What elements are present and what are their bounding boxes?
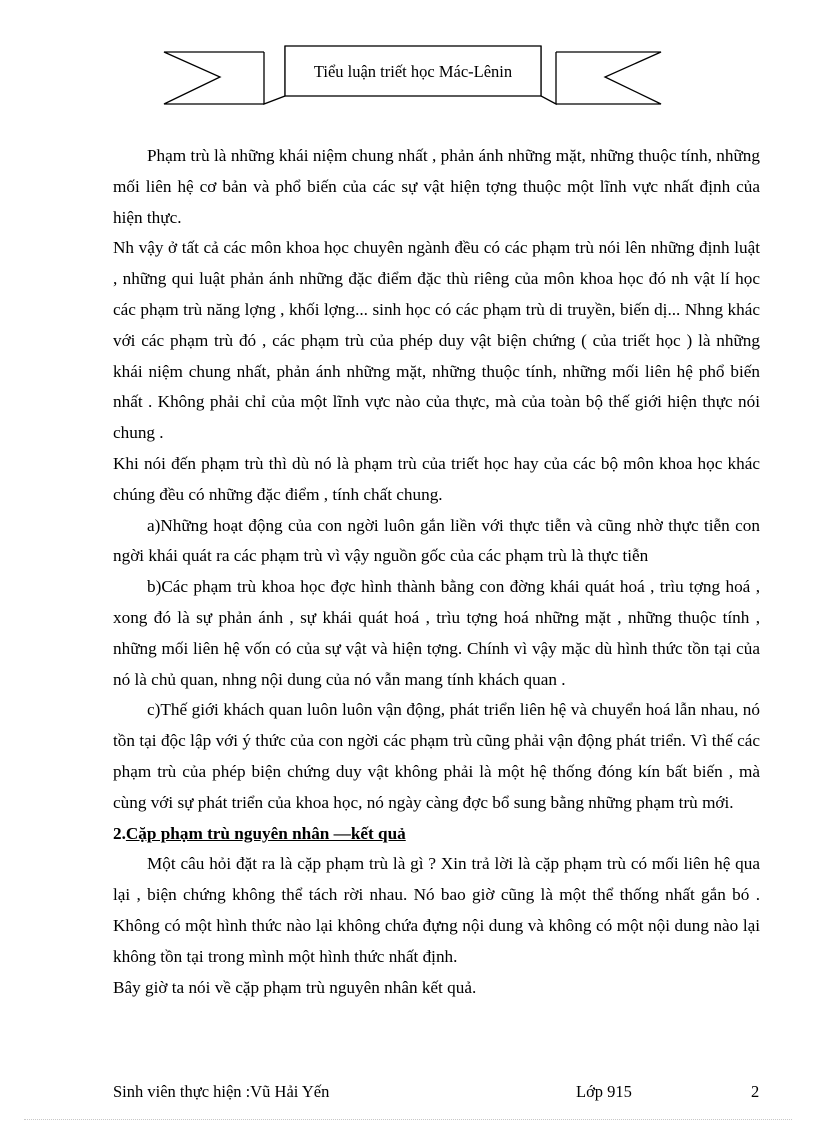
paragraph-sciences: Nh vậy ở tất cả các môn khoa học chuyên ngành đều có các phạm trù nói lên những định luật , những qui luật phản ánh những đặc điểm đặc thù riêng của môn khoa học đó nh vật lí học các phạm trù năng lợng , khối lợng... sinh học có các phạm trù di truyền, biến dị... Nhng khác với các phạm trù đó , các phạm trù của phép duy vật biện chứng ( của triết học ) là những khái niệm chung nhất, phản ánh những mặt, những thuộc tính, những mối liên hệ phổ biến nhất . Không phải chỉ của một lĩnh vực nào của thực, mà của toàn bộ thế giới hiện thực nói chung . [113,238,760,443]
document-body [113,141,760,1003]
footer-class: Lớp 915 [576,1082,632,1101]
page-number: 2 [751,1082,760,1101]
page-bottom-divider [24,1119,792,1120]
title-banner [160,44,666,108]
paragraph-definition: Phạm trù là những khái niệm chung nhất , phản ánh những mặt, những thuộc tính, những mối liên hệ cơ bản và phổ biến của các sự vật hiện tợng thuộc một lĩnh vực nhất định của hiện thực. [113,146,760,227]
paragraph-point-c: c)Thế giới khách quan luôn luôn vận động, phát triển liên hệ và chuyển hoá lẫn nhau, nó tồn tại độc lập với ý thức của con ngời các phạm trù cũng phải vận động phát triển. Vì thế các phạm trù của phép biện chứng duy vật không phải là một hệ thống đóng kín bất biến , mà cùng với sự phát triển của khoa học, nó ngày càng đợc bổ sung bằng những phạm trù mới. [113,700,760,812]
section-number: 2. [113,823,126,843]
paragraph-pair-question: Một câu hỏi đặt ra là cặp phạm trù là gì ? Xin trả lời là cặp phạm trù có mối liên hệ qua lại , biện chứng không thể tách rời nhau. Nó bao giờ cũng là một thể thống nhất gắn bó . Không có một hình thức nào lại không chứa đựng nội dung và không có một nội dung nào lại không tồn tại trong mình một hình thức nhất định. [113,854,760,966]
page-footer [0,1082,816,1106]
paragraph-pair-intro: Bây giờ ta nói về cặp phạm trù nguyên nhân kết quả. [113,977,477,997]
document-title: Tiểu luận triết học Mác-Lênin [313,62,513,81]
footer-student: Sinh viên thực hiện :Vũ Hải Yến [113,1082,330,1101]
paragraph-characteristics: Khi nói đến phạm trù thì dù nó là phạm trù của triết học hay của các bộ môn khoa học khác chúng đều có những đặc điểm , tính chất chung. [113,453,760,504]
paragraph-point-a: a)Những hoạt động của con ngời luôn gắn liền với thực tiễn và cũng nhờ thực tiễn con ngời khái quát ra các phạm trù vì vậy nguồn gốc của các phạm trù là thực tiễn [113,515,760,566]
section-title: Cặp phạm trù nguyên nhân —kết quả [125,823,406,843]
paragraph-point-b: b)Các phạm trù khoa học đợc hình thành bằng con đờng khái quát hoá , trìu tợng hoá , xong đó là sự phản ánh , sự khái quát hoá , trìu tợng hoá những mặt , những thuộc tính , những mối liên hệ vốn có của sự vật và hiện tợng. Chính vì vậy mặc dù hình thức tồn tại của nó là chủ quan, nhng nội dung của nó vẫn mang tính khách quan . [113,577,760,689]
section-heading [113,819,760,850]
